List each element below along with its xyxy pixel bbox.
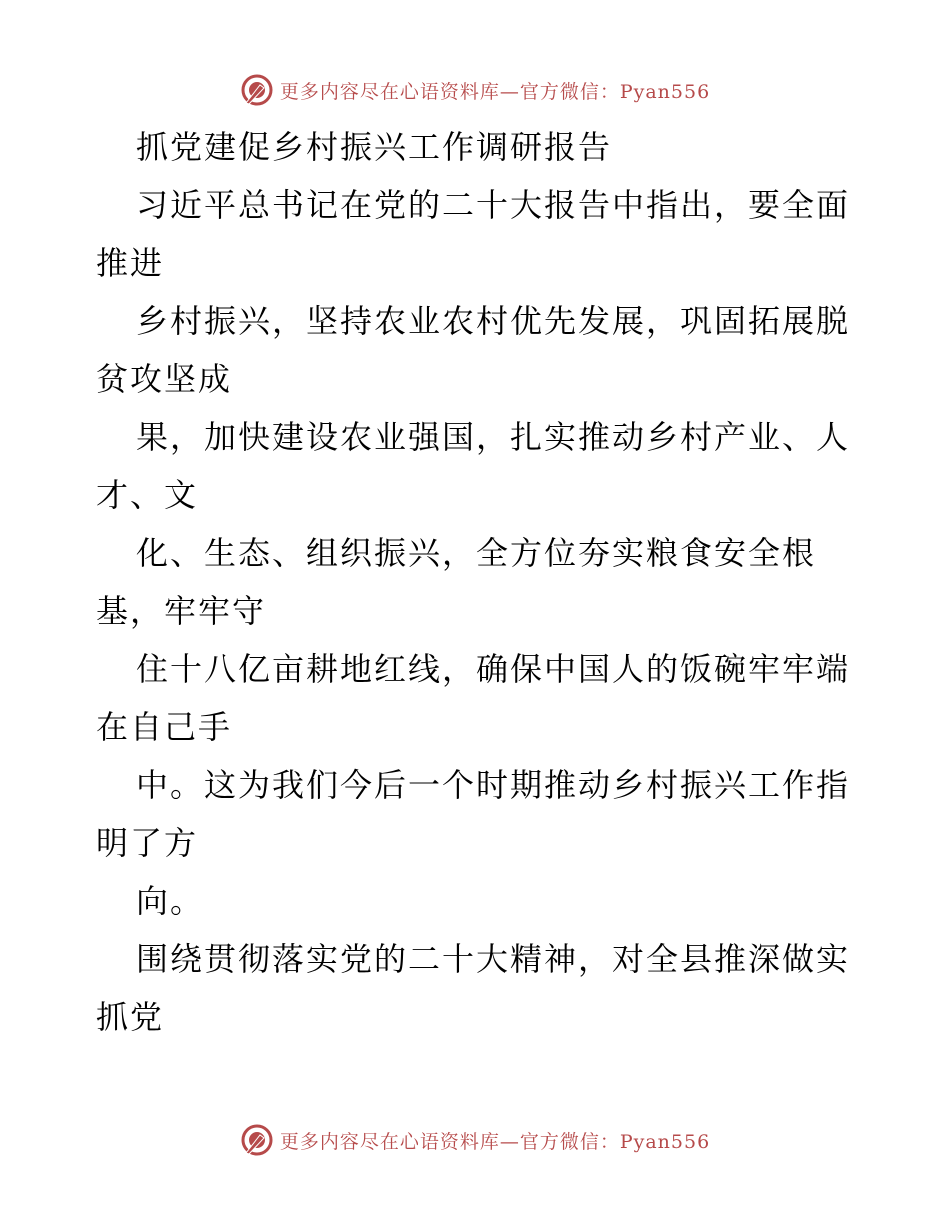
text-line: 习近平总书记在党的二十大报告中指出，要全面 <box>136 186 851 224</box>
footer-watermark <box>0 1120 950 1160</box>
document-body <box>96 118 856 1046</box>
text-line: 抓党建促乡村振兴工作调研报告 <box>136 128 613 166</box>
text-line: 中。这为我们今后一个时期推动乡村振兴工作指 <box>136 766 851 804</box>
pen-logo-icon <box>240 73 274 107</box>
header-watermark <box>0 70 950 110</box>
text-line: 化、生态、组织振兴，全方位夯实粮食安全根 <box>136 534 817 572</box>
text-line: 明了方 <box>96 824 199 862</box>
text-line: 果，加快建设农业强国，扎实推动乡村产业、人 <box>136 418 851 456</box>
text-line: 围绕贯彻落实党的二十大精神，对全县推深做实 <box>136 940 851 978</box>
text-line: 向。 <box>136 882 205 920</box>
pen-logo-icon <box>240 1123 274 1157</box>
text-line: 在自己手 <box>96 708 233 746</box>
text-line: 才、文 <box>96 476 199 514</box>
text-line: 抓党 <box>96 998 165 1036</box>
text-line: 贫攻坚成 <box>96 360 233 398</box>
text-line: 基，牢牢守 <box>96 592 267 630</box>
text-line: 住十八亿亩耕地红线，确保中国人的饭碗牢牢端 <box>136 650 851 688</box>
text-line: 推进 <box>96 244 165 282</box>
watermark-text: 更多内容尽在心语资料库—官方微信：Pyan556 <box>279 80 711 103</box>
watermark-text: 更多内容尽在心语资料库—官方微信：Pyan556 <box>279 1130 711 1153</box>
text-line: 乡村振兴，坚持农业农村优先发展，巩固拓展脱 <box>136 302 851 340</box>
